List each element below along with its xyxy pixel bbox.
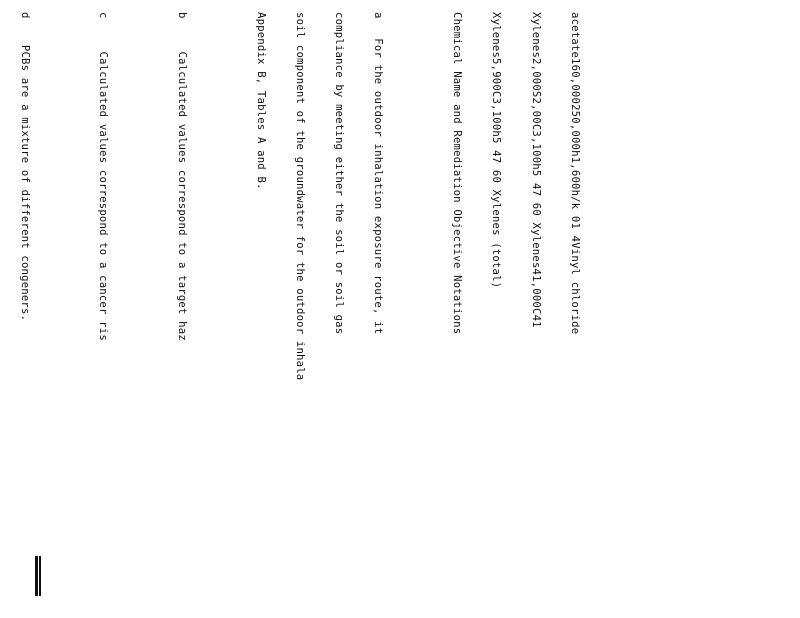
text-line: Appendix B, Tables A and B. xyxy=(254,12,267,190)
rotated-text-block xyxy=(18,12,607,600)
text-line: a For the outdoor inhalation exposure route, it xyxy=(372,12,385,335)
text-line xyxy=(57,12,70,600)
text-line: Xylenes2,000S2,00C3,100h5 47 60 Xylenes41,000C41 xyxy=(529,12,542,328)
text-line: c Calculated values correspond to a cancer ris xyxy=(97,12,110,341)
text-line: soil component of the groundwater for the outdoor inhala xyxy=(293,12,306,381)
text-line xyxy=(214,12,227,600)
text-line: Chemical Name and Remediation Objective Notations xyxy=(450,12,463,335)
text-line: Xylenes5,900C3,100h5 47 60 Xylenes (total) xyxy=(490,12,503,289)
scan-edge-mark xyxy=(39,556,41,596)
text-line: acetate160,000250,000h1,600h/k 01 4Vinyl chloride xyxy=(568,12,581,335)
text-line: b Calculated values correspond to a target haz xyxy=(176,12,188,341)
text-line xyxy=(136,12,149,600)
text-line xyxy=(411,12,424,600)
text-line: d PCBs are a mixture of different congeners. xyxy=(18,12,31,328)
scan-edge-mark xyxy=(35,556,38,596)
text-line: compliance by meeting either the soil or soil gas xyxy=(333,12,346,335)
